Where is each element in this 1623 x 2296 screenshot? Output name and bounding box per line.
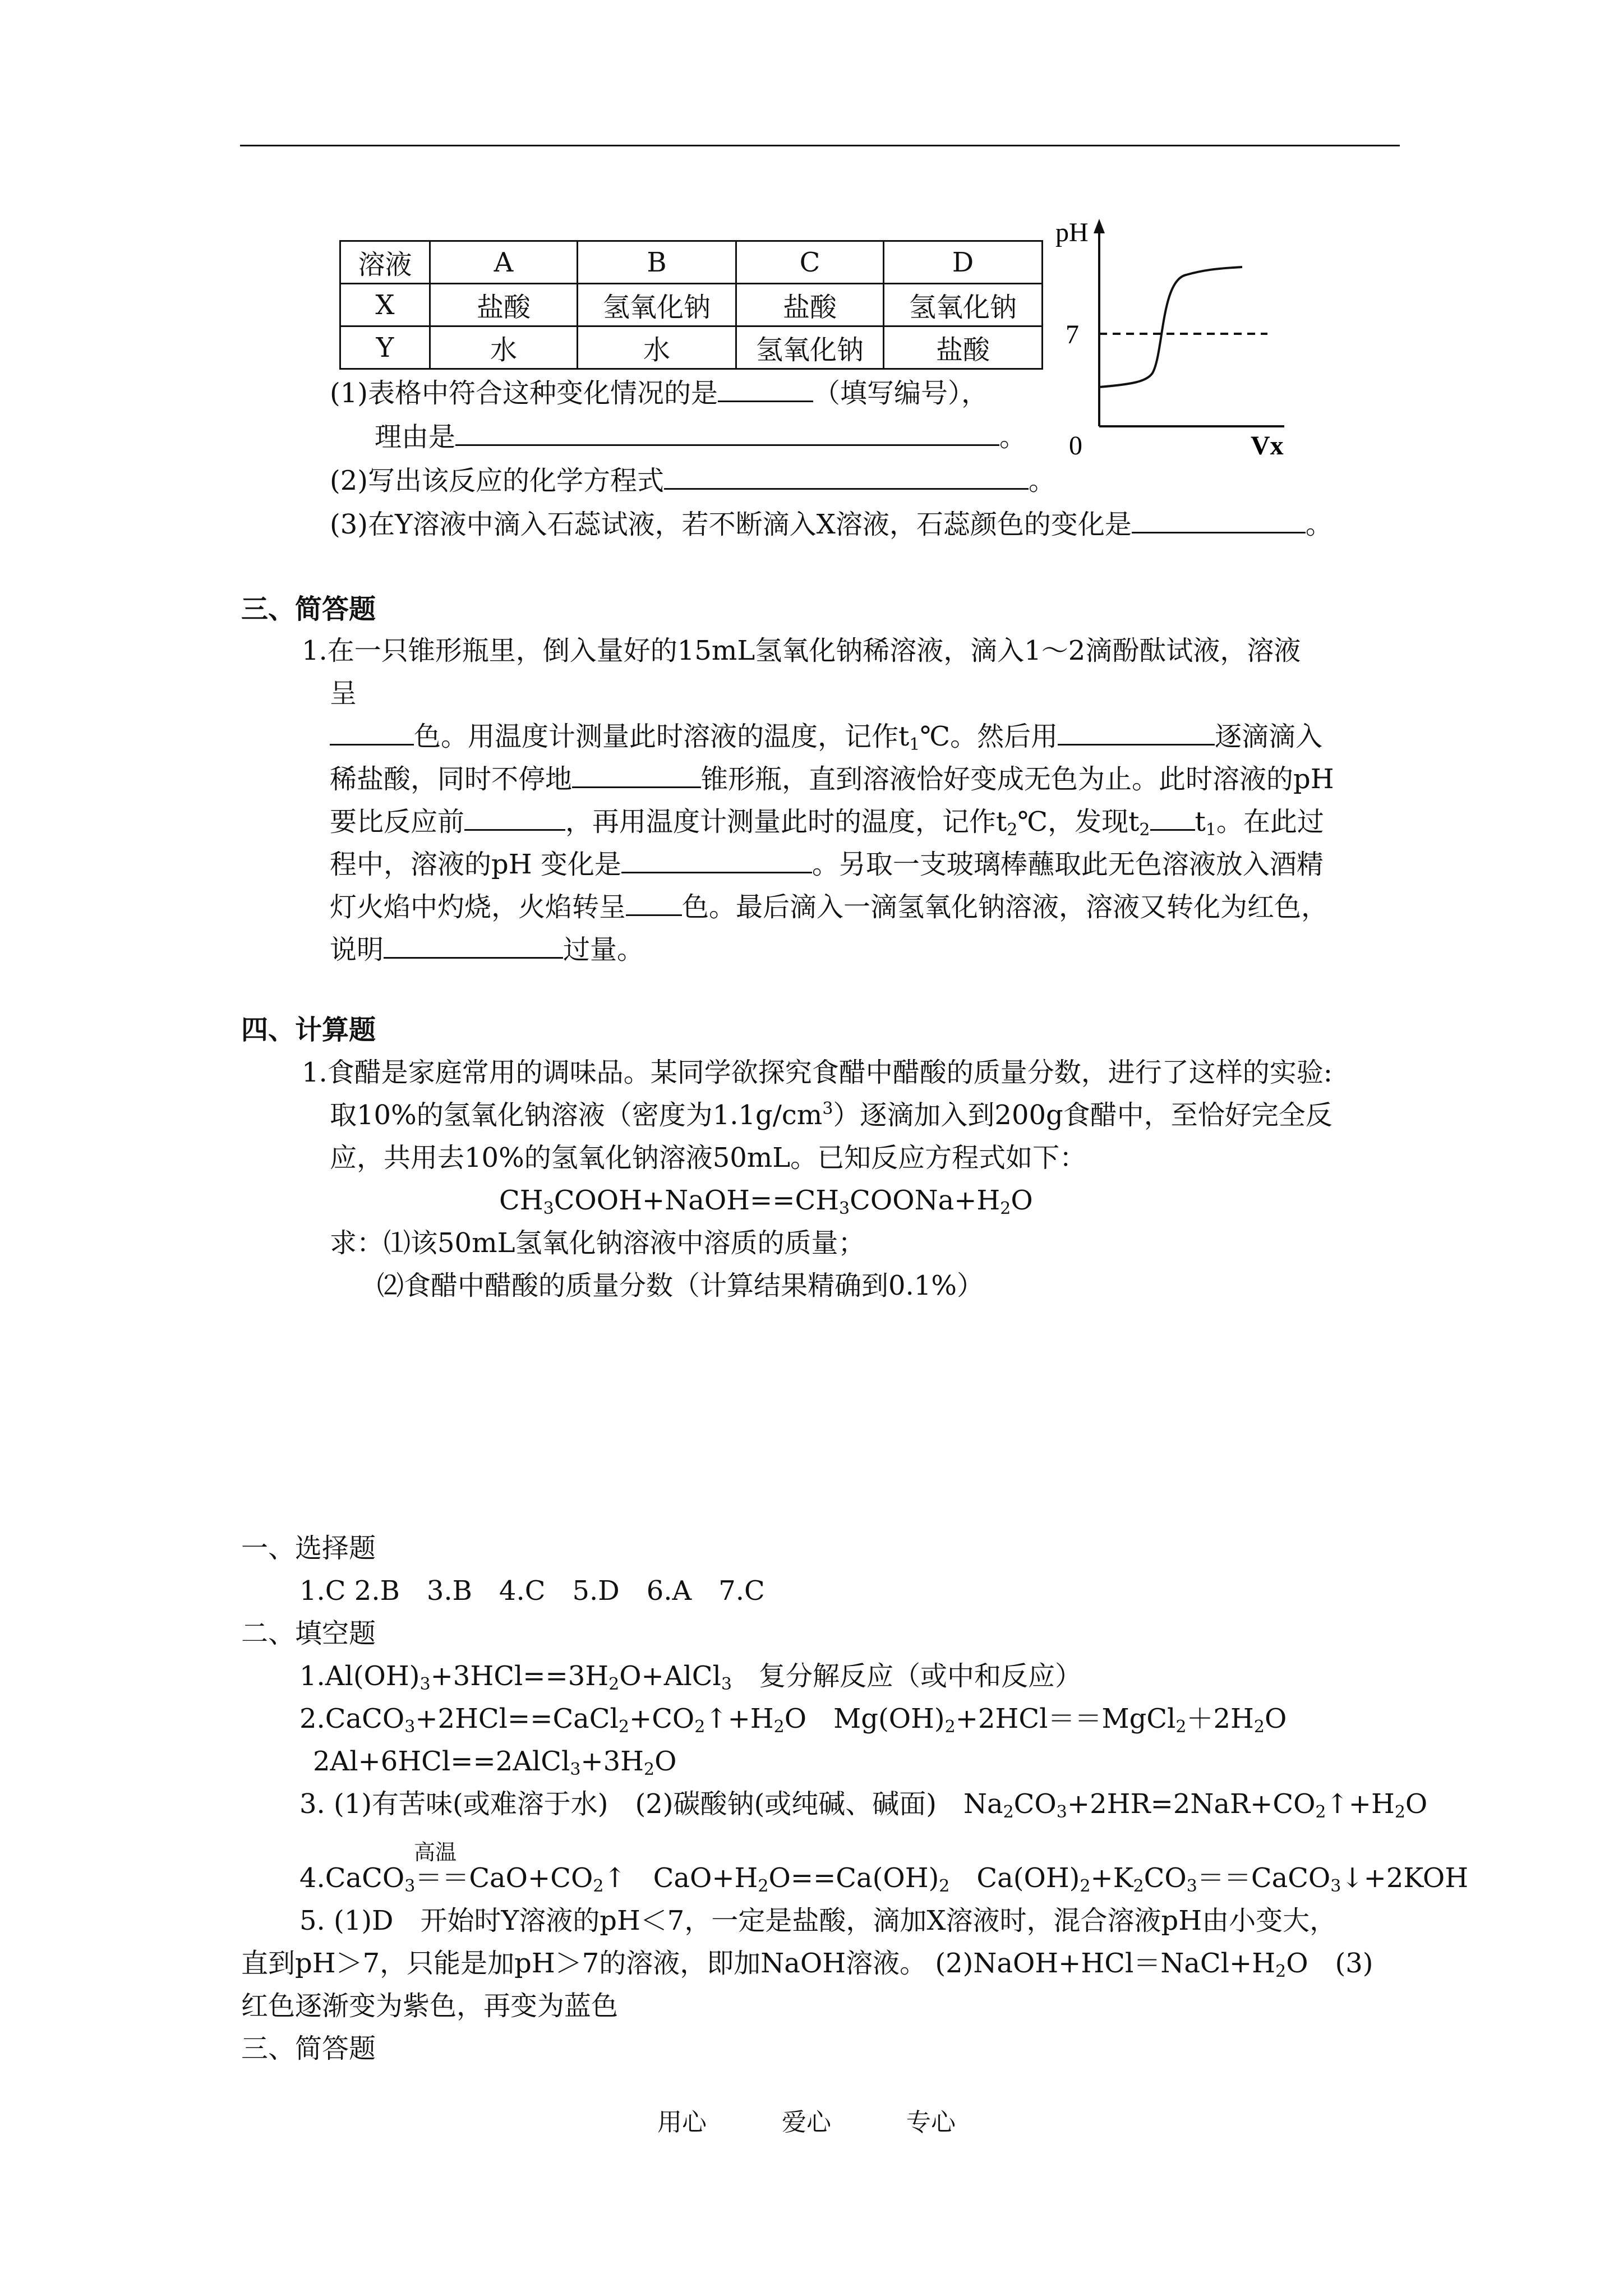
answer-blank <box>664 463 1029 490</box>
equation: $CH_3COOH+NaOH==CH_3COONa+H_2O$ <box>499 1185 1033 1218</box>
answer-section-title: 三、简答题 <box>241 2033 376 2064</box>
answer-blank <box>455 420 999 446</box>
table-cell: 盐酸 <box>430 284 578 326</box>
answer-blank <box>1132 507 1306 533</box>
solution-table <box>339 240 1043 370</box>
answer-blank <box>464 804 565 831</box>
q5-part2: (2)写出该反应的化学方程式 。 <box>330 463 1055 498</box>
text-line: 说明 过量。 <box>330 932 644 967</box>
answer-section-title: 二、填空题 <box>241 1618 376 1649</box>
text-line: 取10%的氢氧化钠溶液（密度为$1.1g/cm^3$）逐滴加入到200g食醋中，至恰好完全反 <box>330 1099 1332 1131</box>
footer-text: 用心 <box>657 2108 707 2137</box>
table-row <box>340 284 1043 326</box>
page-footer <box>657 2107 1031 2138</box>
table-cell: X <box>340 284 430 326</box>
answer-blank <box>1150 804 1195 831</box>
text-line: 应，共用去10%的氢氧化钠溶液50mL。已知反应方程式如下： <box>330 1142 1087 1174</box>
answer-line: $1.Al(OH)_3+3HCl==3H_2O+AlCl_3$ 复分解反应（或中和反应） <box>299 1660 1082 1694</box>
x-axis-label: Vx <box>1251 431 1284 461</box>
table-cell: 水 <box>430 326 578 369</box>
table-cell: 盐酸 <box>884 326 1043 369</box>
table-cell: Y <box>340 326 430 369</box>
text-line: 稀盐酸，同时不停地 锥形瓶，直到溶液恰好变成无色为止。此时溶液的pH <box>330 762 1334 796</box>
text-line: 灯火焰中灼烧，火焰转呈 色。最后滴入一滴氢氧化钠溶液，溶液又转化为红色， <box>330 890 1328 924</box>
table-cell: 氢氧化钠 <box>736 326 884 369</box>
table-cell: 盐酸 <box>736 284 884 326</box>
text-line: 1.食醋是家庭常用的调味品。某同学欲探究食醋中醋酸的质量分数，进行了这样的实验: <box>302 1057 1332 1088</box>
answer-line: 直到pH＞7，只能是加pH＞7的溶液，即加NaOH溶液。 $(2)NaOH+HCl=NaCl+H_2O$ (3) <box>241 1948 1373 1981</box>
answer-blank <box>621 847 812 873</box>
answer-blank <box>718 376 813 402</box>
table-cell: 氢氧化钠 <box>578 284 736 326</box>
q5-part1-reason: 理由是 。 <box>375 420 1026 454</box>
table-cell: 水 <box>578 326 736 369</box>
condition-label: 高温 <box>414 1840 457 1865</box>
y-axis-label: pH <box>1055 218 1089 247</box>
text-line: 呈 <box>330 678 357 709</box>
text-line: 程中，溶液的pH 变化是 。另取一支玻璃棒蘸取此无色溶液放入酒精 <box>330 847 1324 881</box>
answer-blank <box>330 719 414 746</box>
answer-line: $2.CaCO_3+2HCl==CaCl_2+CO_2↑+H_2O$ $Mg(OH)_2+2HCl==MgCl_2+2H_2O$ <box>299 1703 1287 1737</box>
footer-text: 专心 <box>906 2108 956 2137</box>
answer-line: 5. (1)D 开始时Y溶液的pH＜7，一定是盐酸，滴加X溶液时，混合溶液pH由小变大， <box>299 1905 1337 1936</box>
answer-line: 3. (1)有苦味(或难溶于水) (2)碳酸钠(或纯碱、碱面) $Na_2CO_3+2HR=2NaR+CO_2↑+H_2O$ <box>299 1788 1428 1822</box>
table-cell: A <box>430 241 578 284</box>
text-line: 要比反应前 ，再用温度计测量此时的温度，记作$t_2℃$，发现$t_2$ $t_1$。在此过 <box>330 804 1324 839</box>
table-cell: 氢氧化钠 <box>884 284 1043 326</box>
origin-label: 0 <box>1069 431 1082 461</box>
answer-section-title: 一、选择题 <box>241 1533 376 1564</box>
answer-line: $4.CaCO_3==CaO+CO_2↑$ $CaO+H_2O==Ca(OH)_2$ $Ca(OH)_2+K_2CO_3==CaCO_3↓+2KOH$ <box>299 1862 1469 1896</box>
q5-part3: (3)在Y溶液中滴入石蕊试液，若不断滴入X溶液，石蕊颜色的变化是 。 <box>330 507 1332 541</box>
q5-part1: (1)表格中符合这种变化情况的是 （填写编号）， <box>330 376 988 410</box>
table-row <box>340 326 1043 369</box>
answer-blank <box>1058 719 1215 746</box>
text-line: 1.在一只锥形瓶里，倒入量好的15mL氢氧化钠稀溶液，滴入1～2滴酚酞试液，溶液 <box>302 635 1301 666</box>
table-cell: B <box>578 241 736 284</box>
table-cell: 溶液 <box>340 241 430 284</box>
section-title: 四、计算题 <box>241 1014 376 1046</box>
table-cell: D <box>884 241 1043 284</box>
answer-blank <box>572 762 701 788</box>
answer-line: $2Al+6HCl==2AlCl_3+3H_2O$ <box>313 1746 677 1779</box>
text-line: ⑵食醋中醋酸的质量分数（计算结果精确到0.1%） <box>377 1270 984 1301</box>
answer-line: 1.C 2.B 3.B 4.C 5.D 6.A 7.C <box>299 1575 765 1607</box>
text-line: 色。用温度计测量此时溶液的温度，记作$t_1℃$。然后用 逐滴滴入 <box>330 719 1322 753</box>
answer-blank <box>384 932 563 959</box>
section-title: 三、简答题 <box>241 593 376 625</box>
table-cell: C <box>736 241 884 284</box>
table-row <box>340 241 1043 284</box>
text-line: 求：⑴该50mL氢氧化钠溶液中溶质的质量； <box>330 1227 865 1259</box>
y-axis-arrow-icon <box>1094 219 1105 233</box>
answer-blank <box>626 890 682 916</box>
ph-curve-graph <box>1043 213 1312 471</box>
ph7-label: 7 <box>1066 320 1079 349</box>
ph-curve <box>1099 267 1242 387</box>
footer-text: 爱心 <box>782 2108 831 2137</box>
answer-line: 红色逐渐变为紫色，再变为蓝色 <box>241 1990 619 2022</box>
header-rule <box>240 145 1400 146</box>
